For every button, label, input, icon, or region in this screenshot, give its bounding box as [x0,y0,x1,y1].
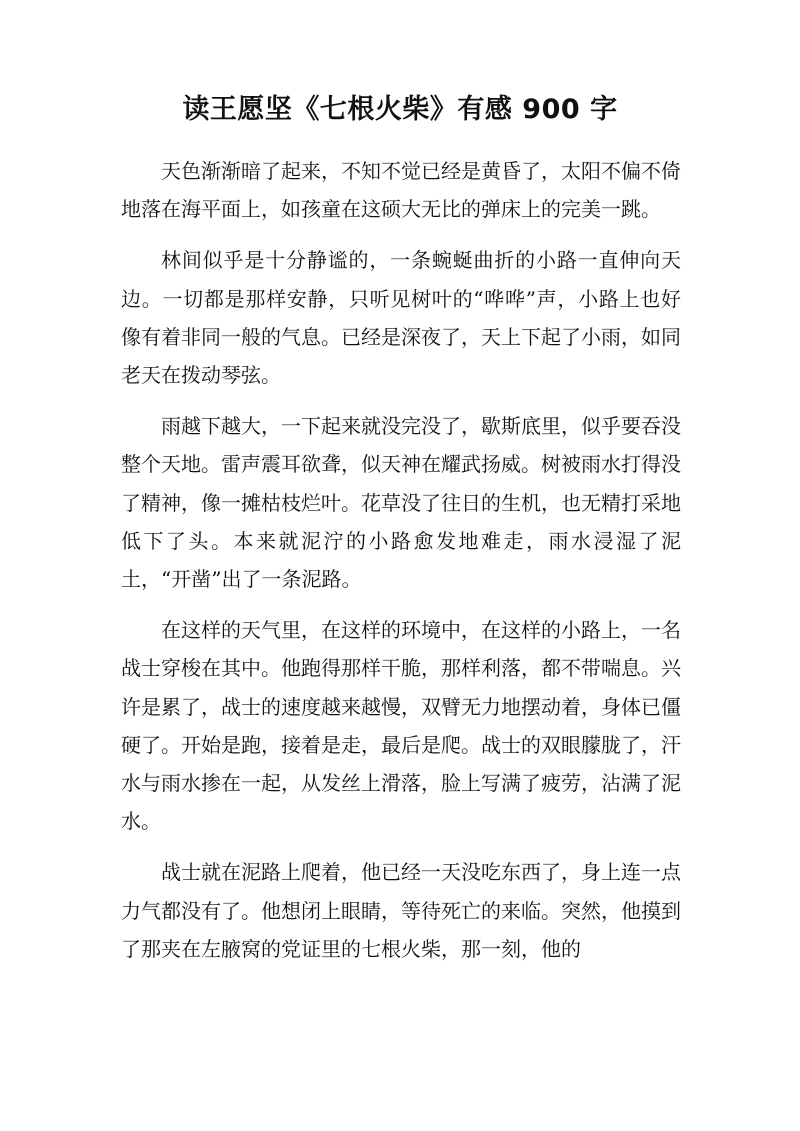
paragraph: 战士就在泥路上爬着，他已经一天没吃东西了，身上连一点力气都没有了。他想闭上眼睛，等待死亡的来临。突然，他摸到了那夹在左腋窝的党证里的七根火柴，那一刻，他的 [121,860,681,961]
paragraph: 天色渐渐暗了起来，不知不觉已经是黄昏了，太阳不偏不倚地落在海平面上，如孩童在这硕大无比的弹床上的完美一跳。 [121,159,681,222]
page-title: 读王愿坚《七根火柴》有感 900 字 [182,94,618,125]
paragraph: 林间似乎是十分静谧的，一条蜿蜒曲折的小路一直伸向天边。一切都是那样安静，只听见树叶的“哗哗”声，小路上也好像有着非同一般的气息。已经是深夜了，天上下起了小雨，如同老天在拨动琴弦。 [121,248,681,388]
paragraph: 在这样的天气里，在这样的环境中，在这样的小路上，一名战士穿梭在其中。他跑得那样干脆，那样利落，都不带喘息。兴许是累了，战士的速度越来越慢，双臂无力地摆动着，身体已僵硬了。开始是跑，接着是走，最后是爬。战士的双眼朦胧了，汗水与雨水掺在一起，从发丝上滑落，脸上写满了疲劳，沾满了泥水。 [121,618,681,834]
article-body [121,152,681,968]
paragraph: 雨越下越大，一下起来就没完没了，歇斯底里，似乎要吞没整个天地。雷声震耳欲聋，似天神在耀武扬威。树被雨水打得没了精神，像一摊枯枝烂叶。花草没了往日的生机，也无精打采地低下了头。本来就泥泞的小路愈发地难走，雨水浸湿了泥土，“开凿”出了一条泥路。 [121,414,681,592]
